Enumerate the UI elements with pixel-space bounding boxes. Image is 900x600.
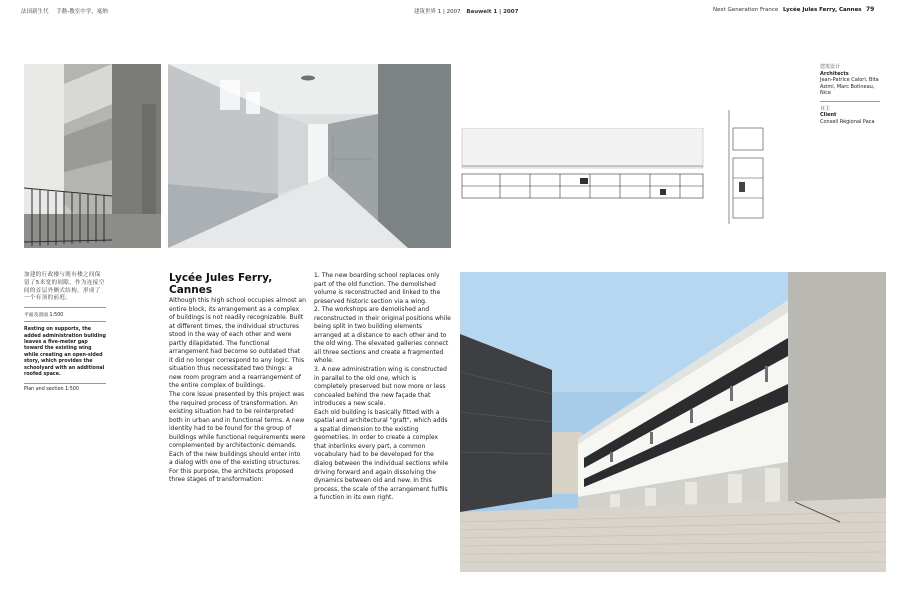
caption-divider-3 [24,383,106,384]
photo-interior-corridor [168,64,451,248]
drawing-plan-and-section [460,128,705,206]
photo-exterior-gallery [24,64,161,248]
drawing-section [725,108,765,226]
credits [820,64,880,125]
caption-en: Resting on supports, the added administration building leaves a five-meter gap toward the existing wing while creating an open-sided story, which provides the schoolyard with an additional roofed space. [24,327,106,378]
architects-label: Architects [820,70,849,77]
caption-divider-2 [24,321,106,322]
section-label-cn: 法国新生代 [21,9,49,15]
client-label-cn: 业主 [820,105,831,112]
article-column-1: Although this high school occupies almost an entire block, its arrangement as a complex of buildings is not readily recognizable. Built at different times, the individual structures stood in the way of each other and were partly dilapidated. The functional arrangement had become so outdated that it did no longer correspond to any logic. This situation thus necessitated two things: a new room program and a rearrangement of the entire complex of buildings. The core issue presented by this project was the required process of transformation. An existing situation had to be reinterpreted both in urban and in functional terms. A new identity had to be found for the group of buildings while functional requirements were complemented by architectonic demands. Each of the new buildings should enter into a dialog with one of the existing structures. For this purpose, the architects proposed three stages of transformation: [169,297,306,484]
section-label: Next Generation France [713,7,779,13]
journal-issue-cn: 建筑世界 1 | 2007 [414,9,461,15]
architects-label-cn: 建筑设计 [820,64,841,70]
running-head-center [414,7,518,15]
caption-block [24,272,106,392]
project-label-cn: 手動-教室中学，戛纳 [56,9,108,15]
photo-courtyard-exterior [460,272,886,572]
plan-label: Plan and section 1:500 [24,387,79,393]
article-column-2: 1. The new boarding school replaces only part of the old function. The demolished volume is reconstructed and linked to the preserved historic section via a wing. 2. The workshops are demolished and reconstructed in their original positions while being split in two building elements arranged at a distance to each other and to the old wing. The elevated galleries connect all three sections and create a fragmented whole. 3. A new administration wing is constructed in parallel to the old one, which is completely preserved but now more or less concealed behind the new façade that introduces a new scale. Each old building is basically fitted with a spatial and architectural "graft", which adds a spatial dimension to the existing geometries. In order to create a complex that interlinks every part, a common vocabulary had to be developed for the dialog between the individual sections while driving forward and again dissolving the dynamics between old and new. In this process, the scale of the arrangement fulfils a function in its own right. [314,272,451,502]
running-head-left [21,7,108,15]
running-head-right [713,7,862,13]
page-number: 79 [866,6,875,13]
plan-label-cn: 平面及剖面 1:500 [24,313,64,319]
caption-cn: 加建的行政楼与既有楼之间保留了5米宽的间隙，作为连接空间的首层外侧式结构，形成了一个有顶的前庭。 [24,272,105,302]
journal-issue: Bauwelt 1 | 2007 [466,9,519,15]
article-title: Lycée Jules Ferry, Cannes [169,272,273,296]
project-title-head: Lycée Jules Ferry, Cannes [783,7,862,13]
credits-divider [820,101,880,102]
caption-divider [24,307,106,308]
client-label: Client [820,112,837,118]
client-value: Conseil Régional Paca [820,118,875,125]
architects-value: Jean-Patrice Calori, Bita Azimi, Marc Botineau, Nice [820,77,879,96]
